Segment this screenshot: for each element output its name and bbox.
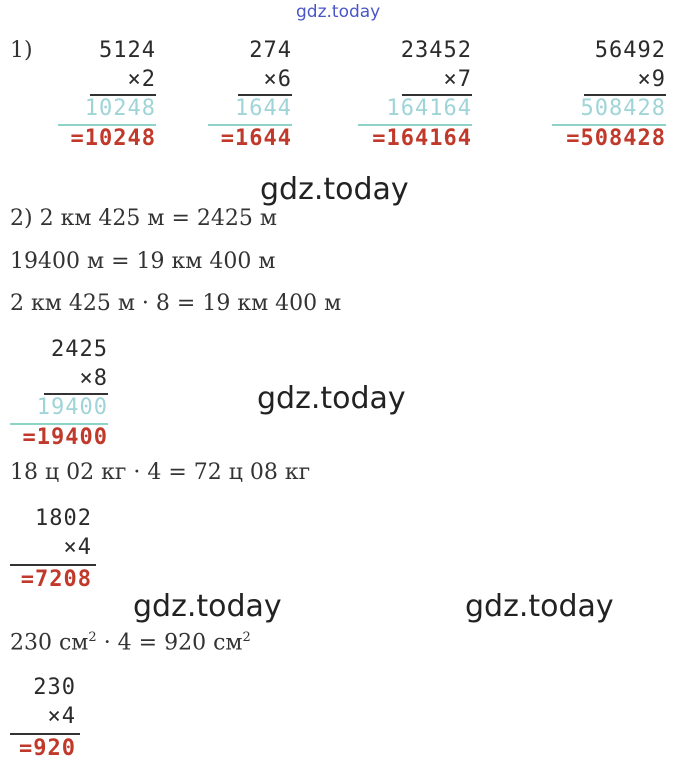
watermark-mid2: gdz.today <box>257 381 406 416</box>
watermark-bottom-left: gdz.today <box>133 589 282 624</box>
part2-line2: 19400 м = 19 км 400 м <box>10 249 276 274</box>
p1-multiplier: ×2 <box>127 67 156 92</box>
calc1-multiplicand: 2425 <box>51 337 108 362</box>
watermark-top: gdz.today <box>296 2 381 22</box>
p2-multiplicand: 274 <box>249 38 292 63</box>
calc1-result: =19400 <box>22 425 108 450</box>
part2-line3: 2 км 425 м · 8 = 19 км 400 м <box>10 291 342 316</box>
p2-multiplier: ×6 <box>263 67 292 92</box>
watermark-bottom-right: gdz.today <box>465 589 614 624</box>
p1-partial: 10248 <box>84 96 156 121</box>
part2-line1: 2) 2 км 425 м = 2425 м <box>10 206 278 231</box>
calc2-line <box>10 564 96 566</box>
p4-multiplier: ×9 <box>637 67 666 92</box>
p1-result: =10248 <box>70 126 156 151</box>
calc2-result: =7208 <box>20 567 92 592</box>
p3-multiplier: ×7 <box>443 67 472 92</box>
p4-partial: 508428 <box>580 96 666 121</box>
p2-result: =1644 <box>220 126 292 151</box>
part1-label: 1) <box>10 38 33 63</box>
calc3-line <box>10 733 80 735</box>
line5-sup2: 2 <box>242 630 251 645</box>
p2-partial: 1644 <box>235 96 292 121</box>
line5-sup1: 2 <box>88 630 97 645</box>
calc3-multiplicand: 230 <box>33 675 76 700</box>
calc2-multiplicand: 1802 <box>35 506 92 531</box>
calc3-multiplier: ×4 <box>47 704 76 729</box>
calc1-multiplier: ×8 <box>79 366 108 391</box>
p4-result: =508428 <box>566 126 666 151</box>
p3-partial: 164164 <box>386 96 472 121</box>
line5-part-b: · 4 = 920 см <box>96 630 243 656</box>
watermark-mid1: gdz.today <box>260 172 409 207</box>
p3-multiplicand: 23452 <box>400 38 472 63</box>
p4-multiplicand: 56492 <box>594 38 666 63</box>
p1-multiplicand: 5124 <box>99 38 156 63</box>
part2-line4: 18 ц 02 кг · 4 = 72 ц 08 кг <box>10 460 311 485</box>
calc3-result: =920 <box>19 736 76 761</box>
part2-line5 <box>10 630 251 655</box>
calc1-partial: 19400 <box>36 395 108 420</box>
p3-result: =164164 <box>372 126 472 151</box>
calc2-multiplier: ×4 <box>63 535 92 560</box>
line5-part-a: 230 см <box>10 630 89 656</box>
